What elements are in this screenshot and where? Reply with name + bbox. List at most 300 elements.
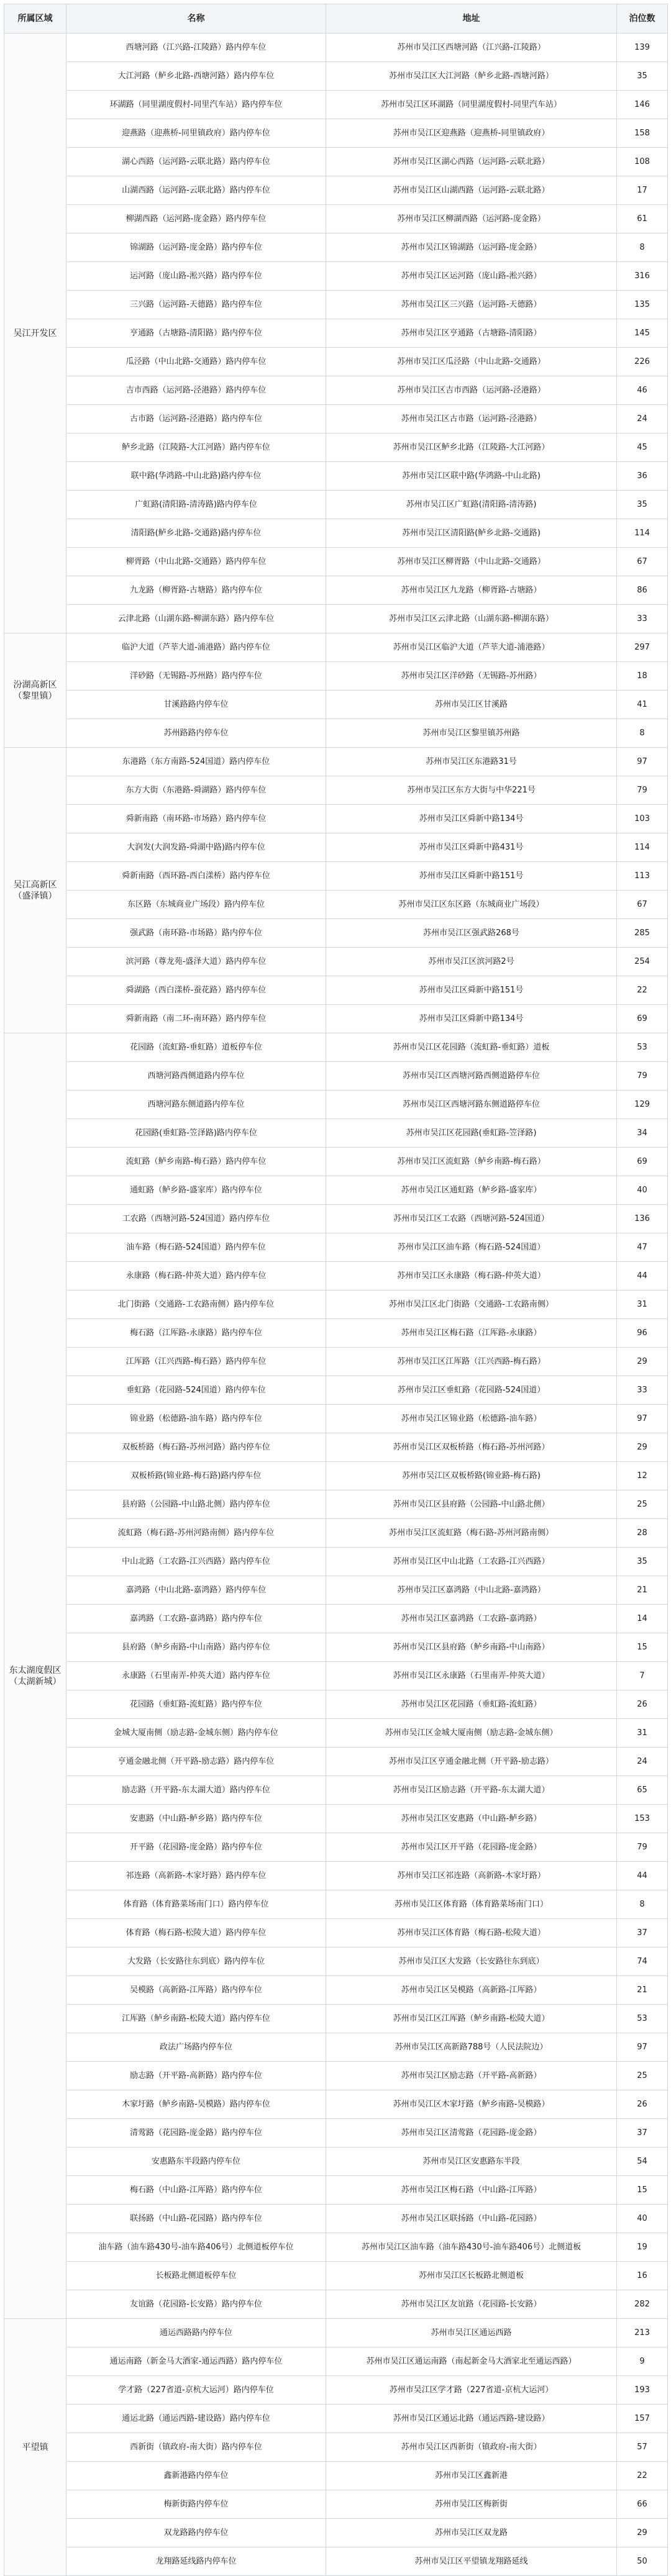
table-row [4, 1662, 668, 1690]
name-cell: 西塘河路东侧道路内停车位 [66, 1091, 326, 1119]
name-cell: 锦业路（松德路-油车路）路内停车位 [66, 1405, 326, 1433]
count-cell: 22 [617, 2462, 668, 2490]
table-row [4, 519, 668, 548]
count-cell: 44 [617, 1262, 668, 1290]
count-cell: 37 [617, 2119, 668, 2147]
name-cell: 梅新街路内停车位 [66, 2490, 326, 2519]
table-row [4, 691, 668, 719]
address-cell: 苏州市吴江区花园路（垂虹路-流虹路） [326, 1690, 617, 1719]
table-row [4, 662, 668, 691]
address-cell: 苏州市吴江区广虹路(清阳路-清涛路) [326, 491, 617, 519]
address-cell: 苏州市吴江区山湖西路（运河路-云联北路） [326, 176, 617, 205]
name-cell: 舜新南路（南二环-南环路）路内停车位 [66, 1005, 326, 1033]
name-cell: 鑫新港路内停车位 [66, 2462, 326, 2490]
table-row [4, 2062, 668, 2090]
name-cell: 环湖路（同里湖度假村-同里汽车站）路内停车位 [66, 91, 326, 119]
address-cell: 苏州市吴江区工农路（西塘河路-524国道） [326, 1205, 617, 1233]
address-cell: 苏州市吴江区运河路（庞山路-淞兴路） [326, 262, 617, 291]
address-cell: 苏州市吴江区励志路（开平路-高新路） [326, 2062, 617, 2090]
count-cell: 297 [617, 633, 668, 662]
table-row [4, 491, 668, 519]
address-cell: 苏州市吴江区安惠路东半段 [326, 2147, 617, 2176]
table-row [4, 805, 668, 833]
address-cell: 苏州市吴江区双板桥路(锦业路-梅石路) [326, 1462, 617, 1490]
name-cell: 东港路（东方南路-524国道）路内停车位 [66, 748, 326, 776]
name-cell: 瓜泾路（中山北路-交通路）路内停车位 [66, 348, 326, 376]
table-row [4, 2462, 668, 2490]
table-row [4, 1576, 668, 1605]
count-cell: 8 [617, 234, 668, 262]
table-row [4, 1548, 668, 1576]
table-row [4, 605, 668, 633]
table-row [4, 62, 668, 91]
count-cell: 15 [617, 2176, 668, 2205]
count-cell: 114 [617, 833, 668, 862]
address-cell: 苏州市吴江区锦业路（松德路-油车路） [326, 1405, 617, 1433]
name-cell: 东区路（东城商业广场段）路内停车位 [66, 891, 326, 919]
table-row [4, 2005, 668, 2033]
table-row [4, 1376, 668, 1405]
address-cell: 苏州市吴江区高新路788号（人民法院边） [326, 2033, 617, 2062]
address-cell: 苏州市吴江区县府路（公园路-中山路北侧） [326, 1490, 617, 1519]
count-cell: 103 [617, 805, 668, 833]
count-cell: 316 [617, 262, 668, 291]
name-cell: 垂虹路（花园路-524国道）路内停车位 [66, 1376, 326, 1405]
name-cell: 流虹路（鲈乡南路-梅石路）路内停车位 [66, 1148, 326, 1176]
table-row [4, 1862, 668, 1890]
name-cell: 舜湖路（西白漾桥-蚕花路）路内停车位 [66, 976, 326, 1005]
table-row [4, 2547, 668, 2576]
count-cell: 18 [617, 662, 668, 691]
count-cell: 9 [617, 2347, 668, 2376]
address-cell: 苏州市吴江区瓜泾路（中山北路-交通路） [326, 348, 617, 376]
name-cell: 通运北路（通运西路-建设路）路内停车位 [66, 2405, 326, 2433]
name-cell: 西塘河路西侧道路内停车位 [66, 1062, 326, 1091]
count-cell: 40 [617, 1176, 668, 1205]
address-cell: 苏州市吴江区嘉鸿路（工农路-嘉鸿路） [326, 1605, 617, 1633]
count-cell: 31 [617, 1290, 668, 1319]
address-cell: 苏州市吴江区云津北路（山湖东路-柳湖东路） [326, 605, 617, 633]
address-cell: 苏州市吴江区通运北路（通运西路-建设路） [326, 2405, 617, 2433]
count-cell: 285 [617, 919, 668, 948]
address-cell: 苏州市吴江区东区路（东城商业广场段） [326, 891, 617, 919]
name-cell: 强武路（南环路-市场路）路内停车位 [66, 919, 326, 948]
name-cell: 东方大街（东港路-舜湖路）路内停车位 [66, 776, 326, 805]
address-cell: 苏州市吴江区北门街路（交通路-工农路南侧） [326, 1290, 617, 1319]
table-row [4, 1005, 668, 1033]
count-cell: 97 [617, 2033, 668, 2062]
address-cell: 苏州市吴江区湖心西路（运河路-云联北路） [326, 148, 617, 176]
address-cell: 苏州市吴江区舜新中路431号 [326, 833, 617, 862]
parking-table [4, 4, 668, 2576]
name-cell: 鲈乡北路（江陵路-大江河路）路内停车位 [66, 433, 326, 462]
address-cell: 苏州市吴江区花园路(垂虹路-笠泽路) [326, 1119, 617, 1148]
table-row [4, 91, 668, 119]
count-cell: 254 [617, 948, 668, 976]
address-cell: 苏州市吴江区古市路（运河路-泾港路） [326, 405, 617, 433]
address-cell: 苏州市吴江区通虹路（鲈乡路-盛家库） [326, 1176, 617, 1205]
table-row [4, 148, 668, 176]
table-row [4, 2233, 668, 2262]
count-cell: 108 [617, 148, 668, 176]
count-cell: 36 [617, 462, 668, 491]
table-row [4, 34, 668, 62]
count-cell: 53 [617, 1033, 668, 1062]
table-row [4, 919, 668, 948]
name-cell: 流虹路（梅石路-苏州河路南侧）路内停车位 [66, 1519, 326, 1548]
address-cell: 苏州市吴江区舜新中路151号 [326, 862, 617, 891]
name-cell: 锦湖路（运河路-庞金路）路内停车位 [66, 234, 326, 262]
table-row [4, 1833, 668, 1862]
address-cell: 苏州市吴江区西塘河路东侧道路停车位 [326, 1091, 617, 1119]
table-row [4, 576, 668, 605]
count-cell: 136 [617, 1205, 668, 1233]
count-cell: 69 [617, 1005, 668, 1033]
count-cell: 65 [617, 1776, 668, 1805]
count-cell: 35 [617, 62, 668, 91]
count-cell: 45 [617, 433, 668, 462]
address-cell: 苏州市吴江区油车路（梅石路-524国道） [326, 1233, 617, 1262]
name-cell: 安惠路（中山路-鲈乡路）路内停车位 [66, 1805, 326, 1833]
name-cell: 吴模路（高新路-江厍路）路内停车位 [66, 1976, 326, 2005]
address-cell: 苏州市吴江区油车路（油车路430号-油车路406号）北侧道板 [326, 2233, 617, 2262]
address-cell: 苏州市吴江区金城大厦南侧（励志路-金城东侧） [326, 1719, 617, 1748]
table-row [4, 1890, 668, 1919]
address-cell: 苏州市吴江区木家圩路（鲈乡南路-吴模路） [326, 2090, 617, 2119]
count-cell: 37 [617, 1919, 668, 1948]
table-row [4, 234, 668, 262]
name-cell: 柳胥路（中山北路-交通路）路内停车位 [66, 548, 326, 576]
address-cell: 苏州市吴江区亨通路（古塘路-清阳路） [326, 319, 617, 348]
address-cell: 苏州市吴江区大江河路（鲈乡北路-西塘河路） [326, 62, 617, 91]
address-cell: 苏州市吴江区友谊路（花园路-长安路） [326, 2290, 617, 2319]
name-cell: 清莺路（花园路-庞金路）路内停车位 [66, 2119, 326, 2147]
count-cell: 79 [617, 776, 668, 805]
count-cell: 17 [617, 176, 668, 205]
table-row [4, 1748, 668, 1776]
region-cell: 东太湖度假区（太湖新城） [4, 1033, 66, 2319]
address-cell: 苏州市吴江区安惠路（中山路-鲈乡路） [326, 1805, 617, 1833]
name-cell: 柳湖西路（运河路-庞金路）路内停车位 [66, 205, 326, 234]
address-cell: 苏州市吴江区清莺路（花园路-庞金路） [326, 2119, 617, 2147]
header-address: 地址 [326, 4, 617, 34]
table-row [4, 1348, 668, 1376]
table-row [4, 976, 668, 1005]
name-cell: 亨通金融北侧（开平路-励志路）路内停车位 [66, 1748, 326, 1776]
table-row [4, 2290, 668, 2319]
region-cell: 吴江高新区（盛泽镇） [4, 748, 66, 1033]
count-cell: 69 [617, 1148, 668, 1176]
count-cell: 129 [617, 1091, 668, 1119]
name-cell: 花园路（垂虹路-流虹路）路内停车位 [66, 1690, 326, 1719]
count-cell: 25 [617, 2062, 668, 2090]
address-cell: 苏州市吴江区九龙路（柳胥路-古塘路） [326, 576, 617, 605]
table-row [4, 2376, 668, 2405]
table-row [4, 1148, 668, 1176]
address-cell: 苏州市吴江区黎里镇苏州路 [326, 719, 617, 748]
address-cell: 苏州市吴江区开平路（花园路-庞金路） [326, 1833, 617, 1862]
table-row [4, 1948, 668, 1976]
header-region: 所属区域 [4, 4, 66, 34]
name-cell: 油车路（梅石路-524国道）路内停车位 [66, 1233, 326, 1262]
name-cell: 山湖西路（运河路-云联北路）路内停车位 [66, 176, 326, 205]
name-cell: 江厍路（鲈乡南路-松陵大道）路内停车位 [66, 2005, 326, 2033]
name-cell: 励志路（开平路-高新路）路内停车位 [66, 2062, 326, 2090]
table-row [4, 1976, 668, 2005]
name-cell: 双板桥路(锦业路-梅石路)路内停车位 [66, 1462, 326, 1490]
name-cell: 工农路（西塘河路-524国道）路内停车位 [66, 1205, 326, 1233]
count-cell: 158 [617, 119, 668, 148]
address-cell: 苏州市吴江区梅石路（中山路-江厍路） [326, 2176, 617, 2205]
address-cell: 苏州市吴江区梅石路（江厍路-永康路） [326, 1319, 617, 1348]
address-cell: 苏州市吴江区吉市西路（运河路-泾港路） [326, 376, 617, 405]
name-cell: 西塘河路（江兴路-江陵路）路内停车位 [66, 34, 326, 62]
count-cell: 146 [617, 91, 668, 119]
address-cell: 苏州市吴江区通运南路（南起新金马大酒家北至通运西路） [326, 2347, 617, 2376]
table-row [4, 2033, 668, 2062]
table-row [4, 1490, 668, 1519]
table-row [4, 2147, 668, 2176]
table-row [4, 548, 668, 576]
count-cell: 67 [617, 891, 668, 919]
name-cell: 嘉鸿路（工农路-嘉鸿路）路内停车位 [66, 1605, 326, 1633]
count-cell: 29 [617, 1348, 668, 1376]
name-cell: 大润发(大润发路-舜湖中路)路内停车位 [66, 833, 326, 862]
count-cell: 66 [617, 2490, 668, 2519]
table-row [4, 748, 668, 776]
table-row [4, 348, 668, 376]
name-cell: 亨通路（古塘路-清阳路）路内停车位 [66, 319, 326, 348]
count-cell: 114 [617, 519, 668, 548]
count-cell: 29 [617, 1433, 668, 1462]
table-row [4, 2319, 668, 2347]
address-cell: 苏州市吴江区垂虹路（花园路-524国道） [326, 1376, 617, 1405]
table-row [4, 776, 668, 805]
count-cell: 226 [617, 348, 668, 376]
address-cell: 苏州市吴江区强武路268号 [326, 919, 617, 948]
name-cell: 祁连路（高新路-木家圩路）路内停车位 [66, 1862, 326, 1890]
table-row [4, 2347, 668, 2376]
count-cell: 24 [617, 405, 668, 433]
count-cell: 153 [617, 1805, 668, 1833]
count-cell: 86 [617, 576, 668, 605]
table-row [4, 1690, 668, 1719]
address-cell: 苏州市吴江区西塘河路（江兴路-江陵路） [326, 34, 617, 62]
address-cell: 苏州市吴江区学才路（227省道-京杭大运河） [326, 2376, 617, 2405]
address-cell: 苏州市吴江区甘溪路 [326, 691, 617, 719]
name-cell: 北门街路（交通路-工农路南侧）路内停车位 [66, 1290, 326, 1319]
name-cell: 梅石路（中山路-江厍路）路内停车位 [66, 2176, 326, 2205]
name-cell: 县府路（公园路-中山路北侧）路内停车位 [66, 1490, 326, 1519]
region-cell: 平望镇 [4, 2319, 66, 2576]
count-cell: 50 [617, 2547, 668, 2576]
count-cell: 282 [617, 2290, 668, 2319]
name-cell: 联中路(华鸿路-中山北路)路内停车位 [66, 462, 326, 491]
name-cell: 迎燕路（迎燕桥-同里镇政府）路内停车位 [66, 119, 326, 148]
name-cell: 运河路（庞山路-淞兴路）路内停车位 [66, 262, 326, 291]
address-cell: 苏州市吴江区清阳路(鲈乡北路-交通路) [326, 519, 617, 548]
count-cell: 34 [617, 1119, 668, 1148]
name-cell: 甘溪路路内停车位 [66, 691, 326, 719]
table-row [4, 833, 668, 862]
table-row [4, 1919, 668, 1948]
name-cell: 西新街（镇政府-南大街）路内停车位 [66, 2433, 326, 2462]
address-cell: 苏州市吴江区迎燕路（迎燕桥-同里镇政府） [326, 119, 617, 148]
table-row [4, 1776, 668, 1805]
name-cell: 政法广场路内停车位 [66, 2033, 326, 2062]
name-cell: 友谊路（花园路-长安路）路内停车位 [66, 2290, 326, 2319]
table-row [4, 1290, 668, 1319]
address-cell: 苏州市吴江区联扬路（中山路-花园路） [326, 2205, 617, 2233]
name-cell: 滨河路（尊龙苑-盛泽大道）路内停车位 [66, 948, 326, 976]
address-cell: 苏州市吴江区江厍路（江兴西路-梅石路） [326, 1348, 617, 1376]
count-cell: 57 [617, 2433, 668, 2462]
name-cell: 长板路北侧道板停车位 [66, 2262, 326, 2290]
count-cell: 35 [617, 491, 668, 519]
table-row [4, 2090, 668, 2119]
table-row [4, 1433, 668, 1462]
count-cell: 7 [617, 1662, 668, 1690]
count-cell: 41 [617, 691, 668, 719]
name-cell: 体育路（体育路菜场南门口）路内停车位 [66, 1890, 326, 1919]
table-row [4, 1033, 668, 1062]
address-cell: 苏州市吴江区嘉鸿路（中山北路-嘉鸿路） [326, 1576, 617, 1605]
table-row [4, 262, 668, 291]
name-cell: 油车路（油车路430号-油车路406号）北侧道板停车位 [66, 2233, 326, 2262]
count-cell: 96 [617, 1319, 668, 1348]
name-cell: 云津北路（山湖东路-柳湖东路）路内停车位 [66, 605, 326, 633]
count-cell: 19 [617, 2233, 668, 2262]
address-cell: 苏州市吴江区县府路（鲈乡南路-中山南路） [326, 1633, 617, 1662]
table-row [4, 1633, 668, 1662]
name-cell: 广虹路(清阳路-清涛路)路内停车位 [66, 491, 326, 519]
table-row [4, 462, 668, 491]
address-cell: 苏州市吴江区舜新中路134号 [326, 805, 617, 833]
name-cell: 木家圩路（鲈乡南路-吴模路）路内停车位 [66, 2090, 326, 2119]
table-row [4, 1233, 668, 1262]
region-cell: 汾湖高新区（黎里镇） [4, 633, 66, 748]
table-row [4, 948, 668, 976]
name-cell: 吉市西路（运河路-泾港路）路内停车位 [66, 376, 326, 405]
name-cell: 舜新南路（南环路-市场路）路内停车位 [66, 805, 326, 833]
name-cell: 开平路（花园路-庞金路）路内停车位 [66, 1833, 326, 1862]
address-cell: 苏州市吴江区花园路（流虹路-垂虹路）道板 [326, 1033, 617, 1062]
table-row [4, 1319, 668, 1348]
count-cell: 40 [617, 2205, 668, 2233]
table-row [4, 119, 668, 148]
table-row [4, 1462, 668, 1490]
name-cell: 舜新南路（西环路-西白漾桥）路内停车位 [66, 862, 326, 891]
address-cell: 苏州市吴江区流虹路（梅石路-苏州河路南侧） [326, 1519, 617, 1548]
count-cell: 139 [617, 34, 668, 62]
address-cell: 苏州市吴江区体育路（体育路菜场南门口） [326, 1890, 617, 1919]
count-cell: 29 [617, 2519, 668, 2547]
header-row [4, 4, 668, 34]
table-row [4, 1519, 668, 1548]
name-cell: 苏州路路内停车位 [66, 719, 326, 748]
name-cell: 县府路（鲈乡南路-中山南路）路内停车位 [66, 1633, 326, 1662]
header-name: 名称 [66, 4, 326, 34]
name-cell: 古市路（运河路-泾港路）路内停车位 [66, 405, 326, 433]
address-cell: 苏州市吴江区长板路北侧道板 [326, 2262, 617, 2290]
name-cell: 体育路（梅石路-松陵大道）路内停车位 [66, 1919, 326, 1948]
count-cell: 31 [617, 1719, 668, 1748]
count-cell: 15 [617, 1633, 668, 1662]
count-cell: 97 [617, 748, 668, 776]
address-cell: 苏州市吴江区舜新中路134号 [326, 1005, 617, 1033]
count-cell: 47 [617, 1233, 668, 1262]
count-cell: 14 [617, 1605, 668, 1633]
address-cell: 苏州市吴江区滨河路2号 [326, 948, 617, 976]
name-cell: 三兴路（运河路-天德路）路内停车位 [66, 291, 326, 319]
name-cell: 安惠路东半段路内停车位 [66, 2147, 326, 2176]
address-cell: 苏州市吴江区大发路（长安路往东到底） [326, 1948, 617, 1976]
table-row [4, 862, 668, 891]
count-cell: 79 [617, 1062, 668, 1091]
table-row [4, 2405, 668, 2433]
address-cell: 苏州市吴江区流虹路（鲈乡南路-梅石路） [326, 1148, 617, 1176]
address-cell: 苏州市吴江区梅新街 [326, 2490, 617, 2519]
table-row [4, 1119, 668, 1148]
name-cell: 洋砂路（无锡路-苏州路）路内停车位 [66, 662, 326, 691]
name-cell: 励志路（开平路-东太湖大道）路内停车位 [66, 1776, 326, 1805]
count-cell: 135 [617, 291, 668, 319]
name-cell: 九龙路（柳胥路-古塘路）路内停车位 [66, 576, 326, 605]
address-cell: 苏州市吴江区西塘河路西侧道路停车位 [326, 1062, 617, 1091]
table-row [4, 633, 668, 662]
name-cell: 金城大厦南侧（励志路-金城东侧）路内停车位 [66, 1719, 326, 1748]
name-cell: 联扬路（中山路-花园路）路内停车位 [66, 2205, 326, 2233]
table-row [4, 2433, 668, 2462]
name-cell: 临沪大道（芦莘大道-浦港路）路内停车位 [66, 633, 326, 662]
region-cell: 吴江开发区 [4, 34, 66, 633]
name-cell: 大发路（长安路往东到底）路内停车位 [66, 1948, 326, 1976]
table-row [4, 1205, 668, 1233]
name-cell: 清阳路(鲈乡北路-交通路)路内停车位 [66, 519, 326, 548]
name-cell: 江厍路（江兴西路-梅石路）路内停车位 [66, 1348, 326, 1376]
name-cell: 湖心西路（运河路-云联北路）路内停车位 [66, 148, 326, 176]
address-cell: 苏州市吴江区洋砂路（无锡路-苏州路） [326, 662, 617, 691]
count-cell: 213 [617, 2319, 668, 2347]
table-row [4, 405, 668, 433]
table-row [4, 205, 668, 234]
count-cell: 16 [617, 2262, 668, 2290]
count-cell: 28 [617, 1519, 668, 1548]
address-cell: 苏州市吴江区双板桥路（梅石路-苏州河路） [326, 1433, 617, 1462]
table-row [4, 319, 668, 348]
address-cell: 苏州市吴江区柳胥路（中山北路-交通路） [326, 548, 617, 576]
table-row [4, 2262, 668, 2290]
count-cell: 61 [617, 205, 668, 234]
count-cell: 74 [617, 1948, 668, 1976]
address-cell: 苏州市吴江区励志路（开平路-东太湖大道） [326, 1776, 617, 1805]
address-cell: 苏州市吴江区中山北路（工农路-江兴西路） [326, 1548, 617, 1576]
name-cell: 中山北路（工农路-江兴西路）路内停车位 [66, 1548, 326, 1576]
address-cell: 苏州市吴江区亨通金融北侧（开平路-励志路） [326, 1748, 617, 1776]
count-cell: 33 [617, 605, 668, 633]
count-cell: 157 [617, 2405, 668, 2433]
parking-table-sheet [4, 4, 667, 2576]
count-cell: 26 [617, 2090, 668, 2119]
name-cell: 永康路（石里南弄-仲英大道）路内停车位 [66, 1662, 326, 1690]
table-row [4, 1805, 668, 1833]
table-row [4, 291, 668, 319]
table-row [4, 1176, 668, 1205]
table-row [4, 2519, 668, 2547]
address-cell: 苏州市吴江区东方大街与中华221号 [326, 776, 617, 805]
count-cell: 145 [617, 319, 668, 348]
address-cell: 苏州市吴江区鲈乡北路（江陵路-大江河路） [326, 433, 617, 462]
